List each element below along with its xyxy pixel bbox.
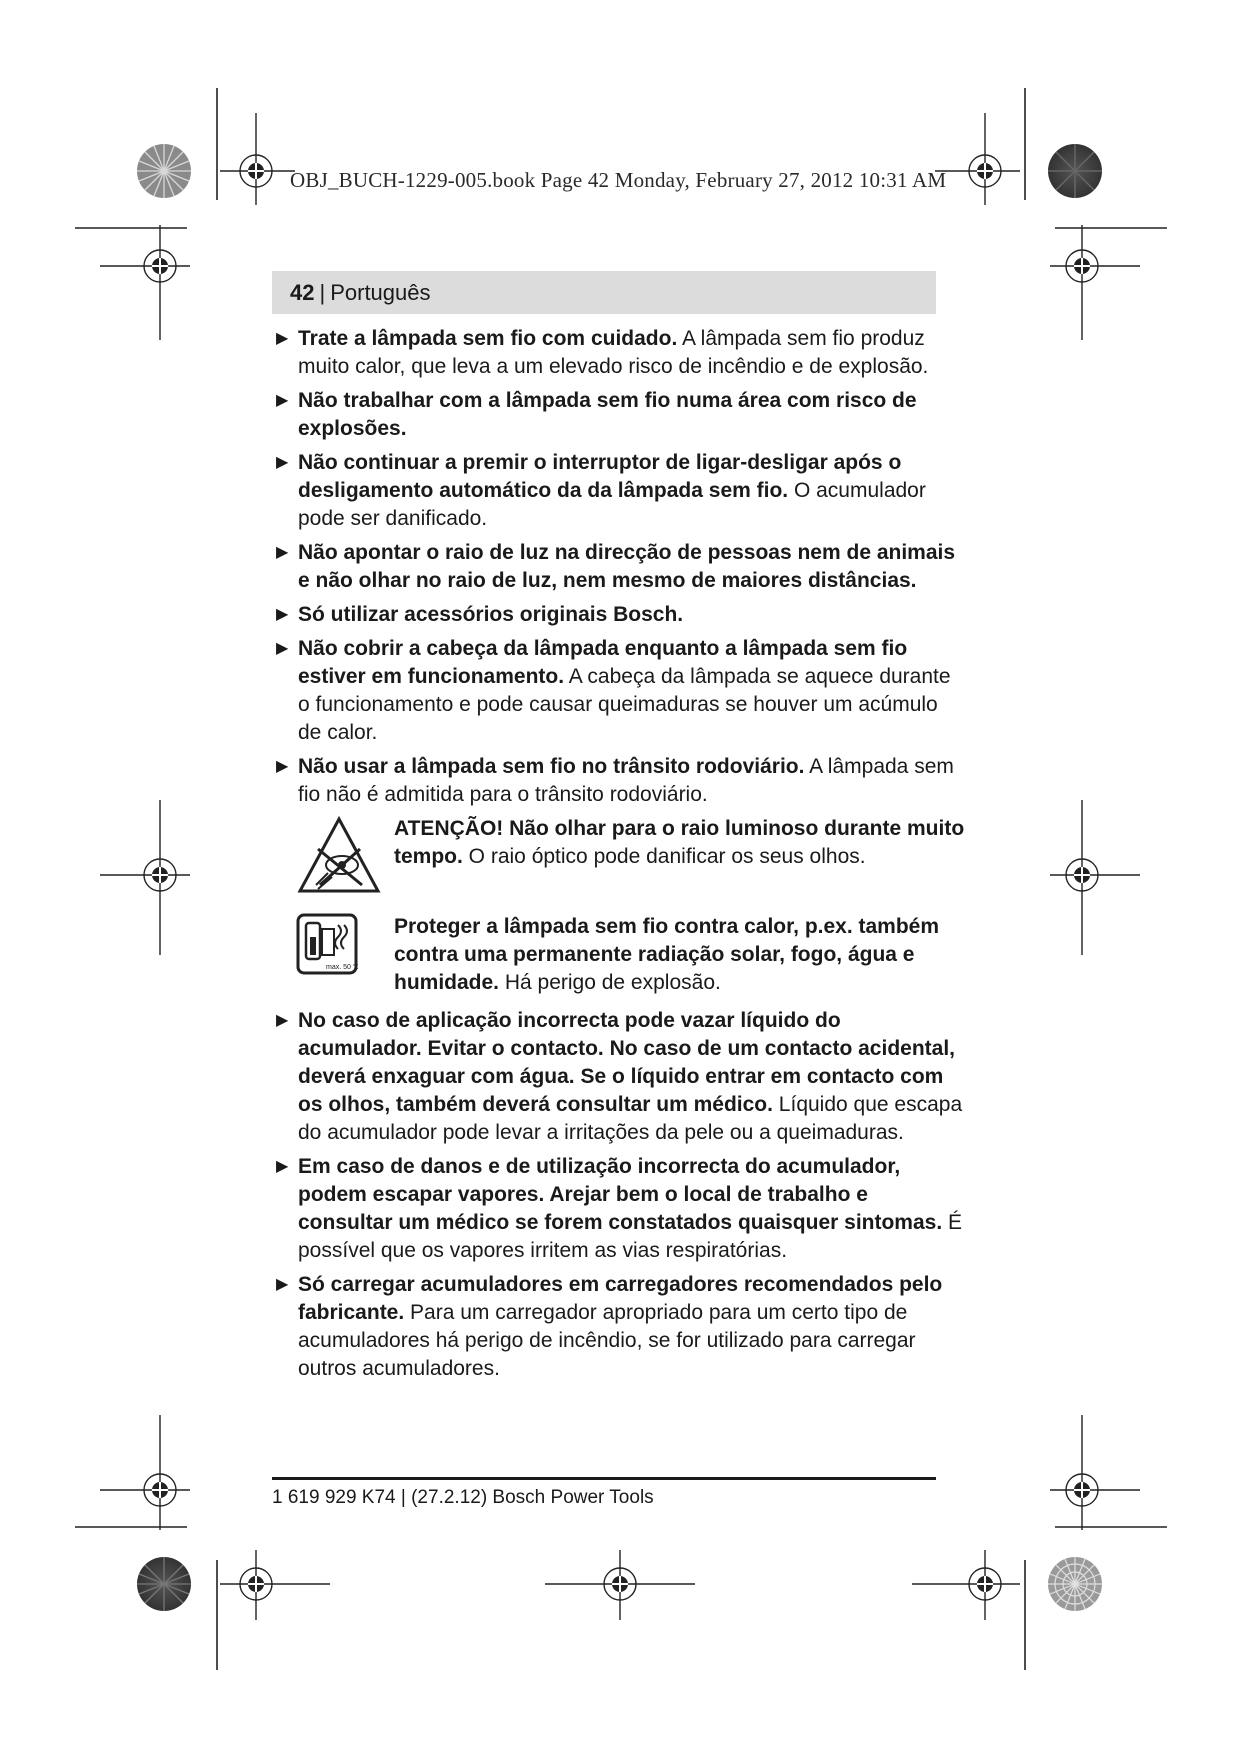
item-text: A cabeça da lâmpada se aquece durante o funcionamento e pode causar queimaduras se houver um acúmulo de calor. <box>298 665 951 744</box>
crosshair-top-left <box>220 113 295 205</box>
item-bold-text: No caso de aplicação incorrecta pode vazar líquido do acumulador. Evitar o contacto. No caso de um contacto acidental, deverá enxaguar com água. Se o líquido entrar em contacto com os olhos, também deverá consultar um médico. <box>298 1009 955 1116</box>
item-text: Para um carregador apropriado para um certo tipo de acumuladores há perigo de incêndio, se for utilizado para carregar outros acumuladores. <box>298 1301 916 1380</box>
crosshair-top-right <box>935 113 1020 205</box>
bullet-triangle-icon: ▶ <box>276 392 289 409</box>
print-slug-line: OBJ_BUCH-1229-005.book Page 42 Monday, February 27, 2012 10:31 AM <box>290 168 947 192</box>
item-text: A lâmpada sem fio não é admitida para o trânsito rodoviário. <box>298 755 954 806</box>
symbol-text: O raio óptico pode danificar os seus olhos. <box>462 845 866 868</box>
list-item <box>276 635 966 747</box>
list-item <box>276 325 966 381</box>
corner-target-bottom-left <box>137 1557 191 1611</box>
crosshair-upper-left <box>100 225 190 340</box>
crosshair-bottom-left <box>220 1550 330 1620</box>
list-item <box>276 1153 966 1265</box>
list-item <box>276 539 966 595</box>
eye-warning-icon <box>296 815 392 903</box>
item-bold-text: Não trabalhar com a lâmpada sem fio numa área com risco de explosões. <box>298 389 917 440</box>
item-bold-text: Trate a lâmpada sem fio com cuidado. <box>298 327 678 350</box>
crosshair-lower-left <box>100 1415 190 1530</box>
list-item <box>276 387 966 443</box>
crosshair-middle-left <box>100 800 190 955</box>
corner-target-top-left <box>137 144 191 198</box>
symbol-item-heat-protection <box>296 913 966 997</box>
footer-rule <box>272 1477 936 1480</box>
list-item <box>276 1007 966 1147</box>
symbol-text: Há perigo de explosão. <box>499 971 721 994</box>
list-item <box>276 449 966 533</box>
page-header <box>272 271 936 314</box>
symbol-bold-text: Proteger a lâmpada sem fio contra calor, p.ex. também contra uma permanente radiação solar, fogo, água e humidade. <box>394 915 940 994</box>
bullet-triangle-icon: ▶ <box>276 758 289 775</box>
header-separator: | <box>319 279 326 305</box>
crosshair-upper-right <box>1050 225 1140 340</box>
safety-instructions <box>276 325 966 1389</box>
item-text: É possível que os vapores irritem as vias respiratórias. <box>298 1211 963 1262</box>
item-bold-text: Não usar a lâmpada sem fio no trânsito rodoviário. <box>298 755 805 778</box>
heat-icon-label: max. 50 °C <box>326 964 358 971</box>
bullet-triangle-icon: ▶ <box>276 1276 289 1293</box>
bullet-triangle-icon: ▶ <box>276 640 289 657</box>
item-text: Líquido que escapa do acumulador pode levar a irritações da pele ou a queimaduras. <box>298 1093 963 1144</box>
item-bold-text: Em caso de danos e de utilização incorrecta do acumulador, podem escapar vapores. Arejar bem o local de trabalho e consultar um médico se forem constatados quaisquer sintomas. <box>298 1155 943 1234</box>
item-text: O acumulador pode ser danificado. <box>298 479 926 530</box>
item-bold-text: Não apontar o raio de luz na direcção de pessoas nem de animais e não olhar no raio de luz, nem mesmo de maiores distâncias. <box>298 541 956 592</box>
symbol-item-eye-warning <box>296 815 966 903</box>
crosshair-bottom-right <box>912 1550 1020 1620</box>
corner-target-bottom-right <box>1048 1557 1102 1611</box>
page-number: 42 <box>290 279 315 305</box>
heat-protection-icon <box>296 913 392 997</box>
bullet-triangle-icon: ▶ <box>276 454 289 471</box>
corner-target-top-right <box>1048 144 1102 198</box>
list-item <box>276 601 966 629</box>
bullet-triangle-icon: ▶ <box>276 1158 289 1175</box>
bullet-triangle-icon: ▶ <box>276 606 289 623</box>
item-bold-text: Não continuar a premir o interruptor de ligar-desligar após o desligamento automático da da lâmpada sem fio. <box>298 451 902 502</box>
page-footer: 1 619 929 K74 | (27.2.12) Bosch Power Tools <box>272 1487 654 1508</box>
header-language: Português <box>330 279 431 305</box>
bullet-triangle-icon: ▶ <box>276 330 289 347</box>
list-item <box>276 753 966 809</box>
list-item <box>276 1271 966 1383</box>
crosshair-lower-right <box>1050 1415 1140 1530</box>
item-text: A lâmpada sem fio produz muito calor, que leva a um elevado risco de incêndio e de explosão. <box>298 327 929 378</box>
bullet-triangle-icon: ▶ <box>276 544 289 561</box>
item-bold-text: Só carregar acumuladores em carregadores recomendados pelo fabricante. <box>298 1273 943 1324</box>
bullet-triangle-icon: ▶ <box>276 1012 289 1029</box>
item-bold-text: Só utilizar acessórios originais Bosch. <box>298 603 684 626</box>
item-bold-text: Não cobrir a cabeça da lâmpada enquanto a lâmpada sem fio estiver em funcionamento. <box>298 637 908 688</box>
symbol-bold-text: ATENÇÃO! Não olhar para o raio luminoso durante muito tempo. <box>394 817 965 868</box>
crosshair-middle-right <box>1050 800 1140 955</box>
